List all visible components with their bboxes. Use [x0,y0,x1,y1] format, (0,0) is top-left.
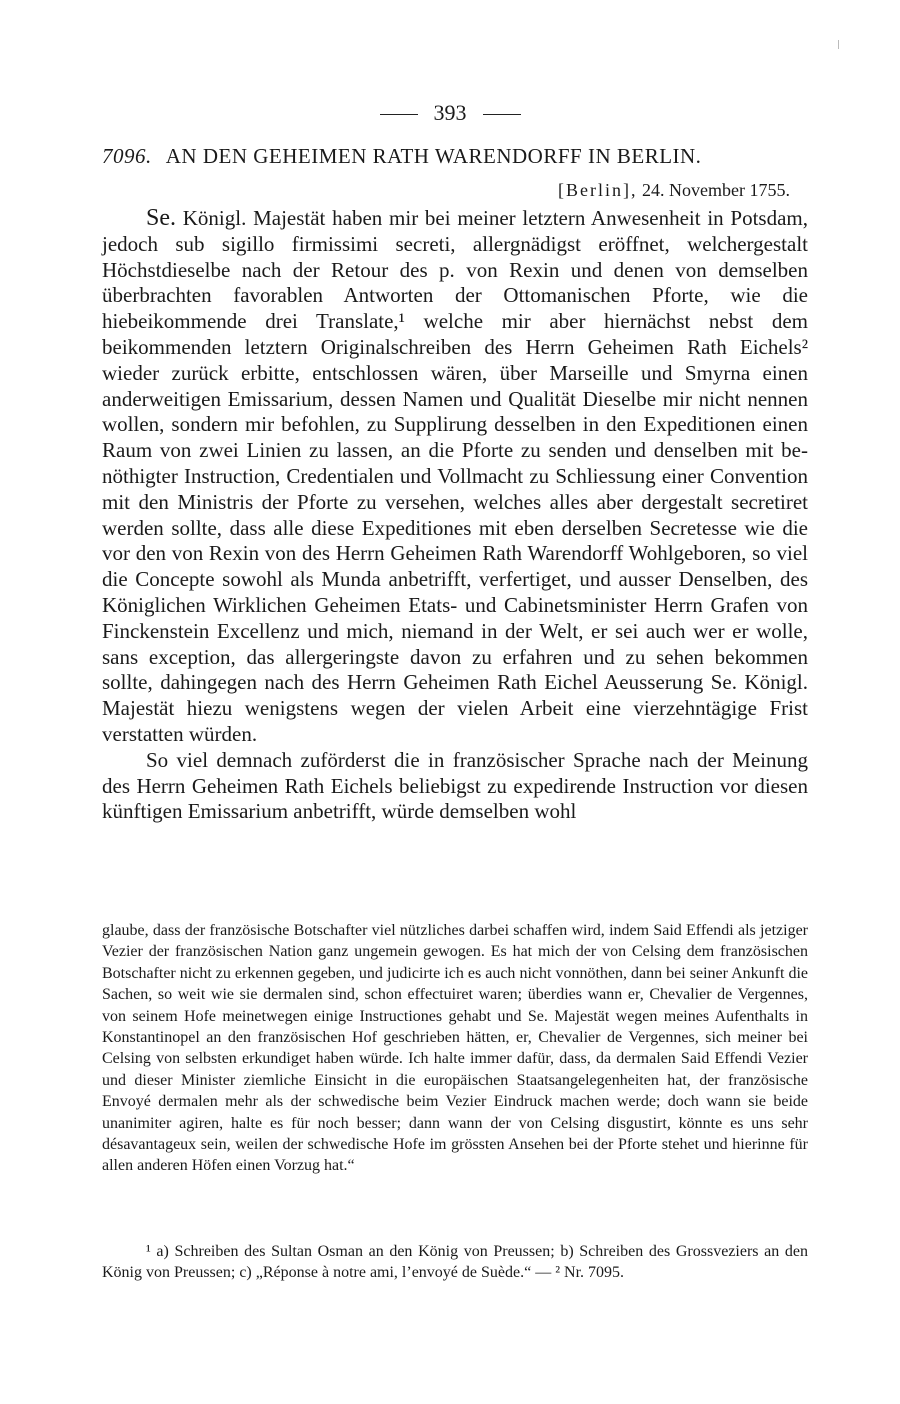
body-paragraph-2-text: So viel demnach zuförderst die in französischer Sprache nach der Meinung des Herrn Geheimen Rath Eichels beliebigst zu expedirende Instruction vor diesen künftigen Emissarium anbetrifft, würde demselben wohl [102,747,808,824]
letter-title: AN DEN GEHEIMEN RATH WARENDORFF IN BERLIN. [165,144,702,168]
body-paragraph-1-text: Königl. Majestät haben mir bei meiner letztern Anwesenheit in Potsdam, jedoch sub sigillo firmissimi secreti, allergnädigst eröffnet, welchergestalt Höchstdieselbe nach der Retour des p. von Rexin und denen von demselben überbrachten favorablen Antworten der Ottomanischen Pforte, wie die hiebeikommende drei Translate,¹ welche mir aber hiernächst nebst dem beikommenden letztern Originalschreiben des Herrn Geheimen Rath Eichels² wieder zurück erbitte, entschlossen wären, über Marseille und Smyrna einen anderweitigen Emissarium, dessen Namen und Qualität Dieselbe mir nicht nennen wollen, sondern mir befohlen, zu Supplirung desselben in den Expeditionen einen Raum von zwei Linien zu lassen, an die Pforte zu senden und denselben mit benöthigter Instruction, Credentialen und Vollmacht zu Schliessung einer Convention mit den Ministris der Pforte zu versehen, welches alles aber dergestalt secretiret werden sollte, dass alle diese Expeditiones mit eben derselben Secretesse wie die vor den von Rexin von des Herrn Geheimen Rath Warendorff Wohlgeboren, so viel die Concepte sowohl als Munda anbetrifft, verfertiget, und ausser Denselben, des Königlichen Wirklichen Geheimen Etats- und Cabinetsminister Herrn Grafen von Finckenstein Excellenz und mich, niemand in der Welt, er sei auch wer er wolle, sans exception, das allergeringste davon zu erfahren und zu sehen bekommen sollte, dahingegen nach des Herrn Geheimen Rath Eichel Aeusserung Se. Königl. Majestät hiezu wenigstens wegen der vielen Arbeit eine vierzehntägige Frist verstatten würden. [102,206,808,746]
footnotes [102,1241,808,1284]
letter-body [102,206,808,825]
dateline-place: [Berlin], [558,180,638,200]
page-number: 393 [433,100,467,125]
page-header [0,100,900,126]
body-paragraph [102,206,808,748]
body-paragraph [102,748,808,825]
dateline-date: 24. November 1755. [642,180,790,200]
letter-heading [102,144,812,169]
scan-mark [838,40,839,49]
header-dash-left [380,114,418,115]
footnote-text: ¹ a) Schreiben des Sultan Osman an den König von Preussen; b) Schreiben des Grossveziers an den König von Preussen; c) „Réponse à notre ami, l’envoyé de Suède.“ — ² Nr. 7095. [102,1243,808,1282]
header-dash-right [483,114,521,115]
quoted-note [102,920,808,1177]
letter-number: 7096. [102,144,152,168]
dateline [558,180,790,201]
quoted-note-text: glaube, dass der französische Botschafter viel nützliches darbei schaffen wird, indem Said Effendi als jetziger Vezier der französischen Nation ganz ungemein gewogen. Es hat mich der von Celsing dem französischen Botschafter nicht zu erkennen gegeben, und judicirte ich es auch nicht vonnöthen, dann bei seiner Ankunft die Sachen, so weit wie sie dermalen sind, schon effectuiret waren; überdies wann er, Chevalier de Vergennes, von seinem Hofe meinetwegen einige Instructiones gehabt und Se. Majestät wegen meines Aufenthalts in Konstantinopel an den französischen Hof geschrieben hätten, er, Chevalier de Vergennes, sich meiner bei Celsing von selbsten erkundiget haben würde. Ich halte immer dafür, dass, da dermalen Said Effendi Vezier und dieser Minister ziemliche Einsicht in die europäischen Staatsangelegenheiten hat, der französische Envoyé dermalen mehr als der schwedische beim Vezier Eindruck machen werde; doch wann sie beide unanimiter agiren, halte es für noch besser; dann wann der von Celsing disgustirt, könnte es uns sehr désavantageux sein, weilen der schwedische Hofe im grössten Ansehen bei der Pforte stehet und hierinne für allen anderen Höfen einen Vorzug hat.“ [102,922,808,1175]
body-first-word: Se. [146,205,176,231]
